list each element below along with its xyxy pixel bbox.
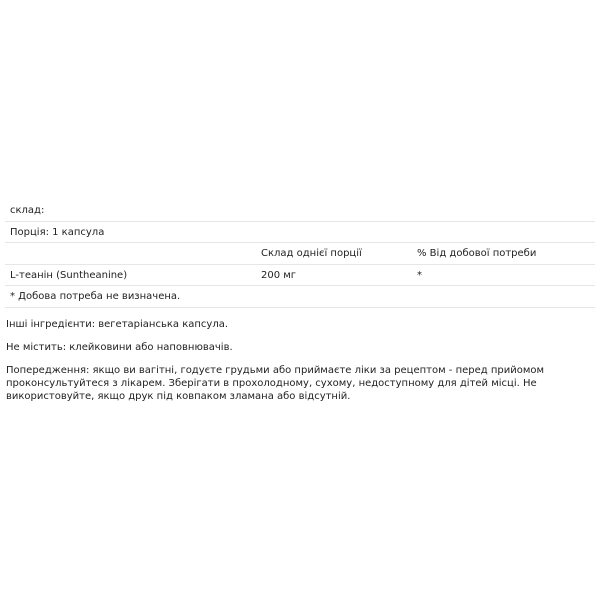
facts-heading-row: [5, 200, 595, 222]
serving-size: Порція: 1 капсула: [10, 226, 105, 238]
footnote-row: [5, 286, 595, 308]
ingredient-name: L-теанін (Suntheanine): [10, 269, 128, 281]
daily-value-footnote: * Добова потреба не визначена.: [10, 291, 181, 302]
product-notes: [6, 318, 594, 413]
facts-heading: склад:: [10, 205, 45, 216]
warning-text: Попередження: якщо ви вагітні, годуєте грудьми або приймаєте ліки за рецептом - перед прийомом проконсультуйтеся з лікарем. Зберігати в прохолодному, сухому, недоступному для дітей місці. Не використовуйте, якщо друк під ковпаком зламана або відсутній.: [6, 365, 545, 402]
ingredient-row: [5, 265, 595, 287]
ingredient-daily-value: *: [417, 269, 422, 281]
column-header-daily-value: % Від добової потреби: [417, 248, 537, 259]
other-ingredients-text: Інші інгредієнти: вегетаріанська капсула.: [6, 319, 229, 330]
serving-row: [5, 222, 595, 244]
supplement-facts-table: [0, 200, 600, 308]
column-header-amount: Склад однієї порції: [261, 248, 362, 259]
free-of-text: Не містить: клейковини або наповнювачів.: [6, 342, 233, 353]
column-header-row: [5, 243, 595, 265]
ingredient-amount: 200 мг: [261, 269, 297, 281]
